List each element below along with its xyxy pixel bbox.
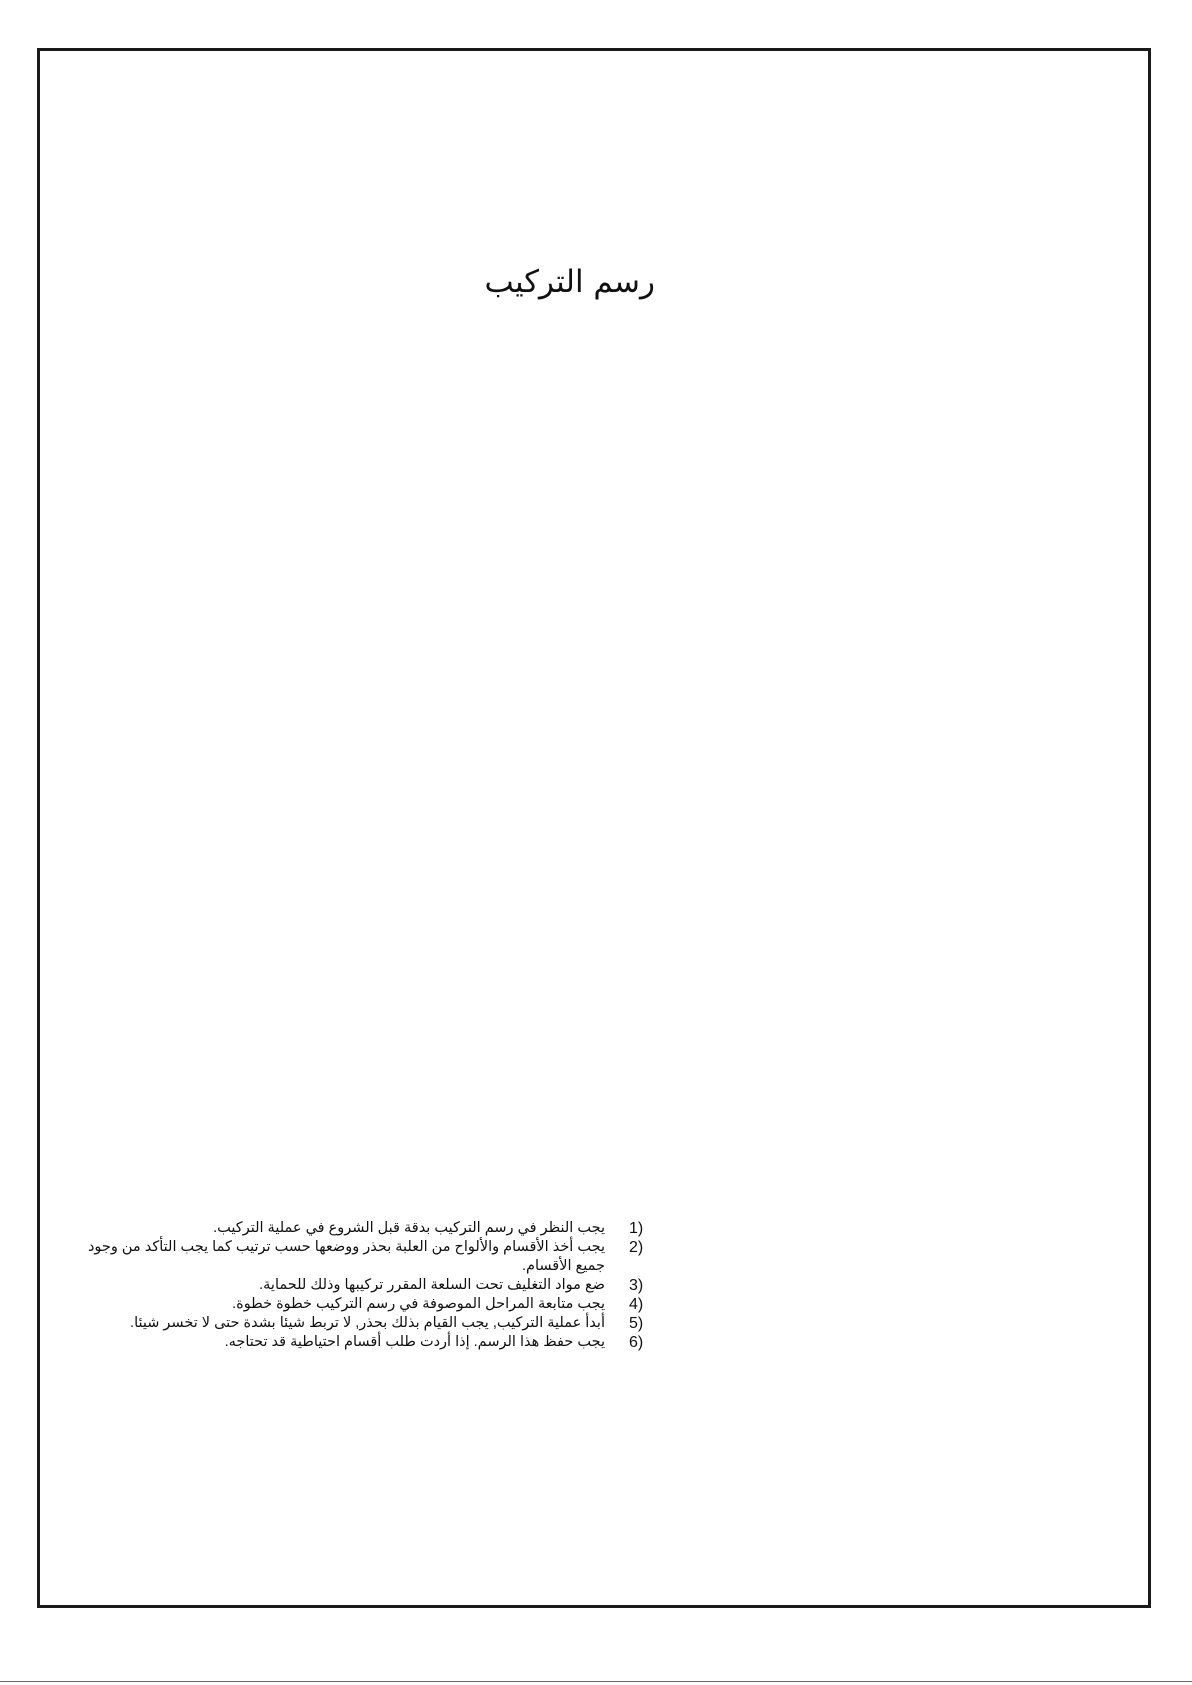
- instruction-text: يجب متابعة المراحل الموصوفة في رسم التركيب خطوة خطوة.: [232, 1296, 605, 1312]
- instruction-number: 1): [629, 1220, 644, 1237]
- instructions-list: [65, 1219, 657, 1352]
- instruction-item: [65, 1333, 657, 1352]
- instruction-item: [65, 1295, 657, 1314]
- instruction-text: يجب النظر في رسم التركيب بدقة قبل الشروع في عملية التركيب.: [213, 1220, 605, 1236]
- instruction-item: [65, 1276, 657, 1295]
- instruction-text: يجب أخذ الأقسام والألواح من العلبة بحذر ووضعها حسب ترتيب كما يجب التأكد من وجود جميع الأقسام.: [87, 1239, 605, 1274]
- instruction-text: أبدأ عملية التركيب, يجب القيام بذلك بحذر, لا تربط شيئا بشدة حتى لا تخسر شيئا.: [130, 1315, 605, 1331]
- instruction-number: 6): [629, 1334, 644, 1351]
- page-title: رسم التركيب: [484, 264, 655, 300]
- instruction-item: [65, 1219, 657, 1238]
- instruction-item: [65, 1314, 657, 1333]
- instruction-number: 5): [629, 1315, 644, 1332]
- instruction-number: 3): [629, 1277, 644, 1294]
- instruction-number: 4): [629, 1296, 644, 1313]
- instruction-number: 2): [629, 1239, 644, 1256]
- instruction-text: ضع مواد التغليف تحت السلعة المقرر تركيبها وذلك للحماية.: [259, 1277, 605, 1293]
- instruction-item: [65, 1238, 657, 1276]
- instruction-text: يجب حفظ هذا الرسم. إذا أردت طلب أقسام احتياطية قد تحتاجه.: [224, 1334, 605, 1350]
- page-bottom-rule: [0, 1681, 1192, 1682]
